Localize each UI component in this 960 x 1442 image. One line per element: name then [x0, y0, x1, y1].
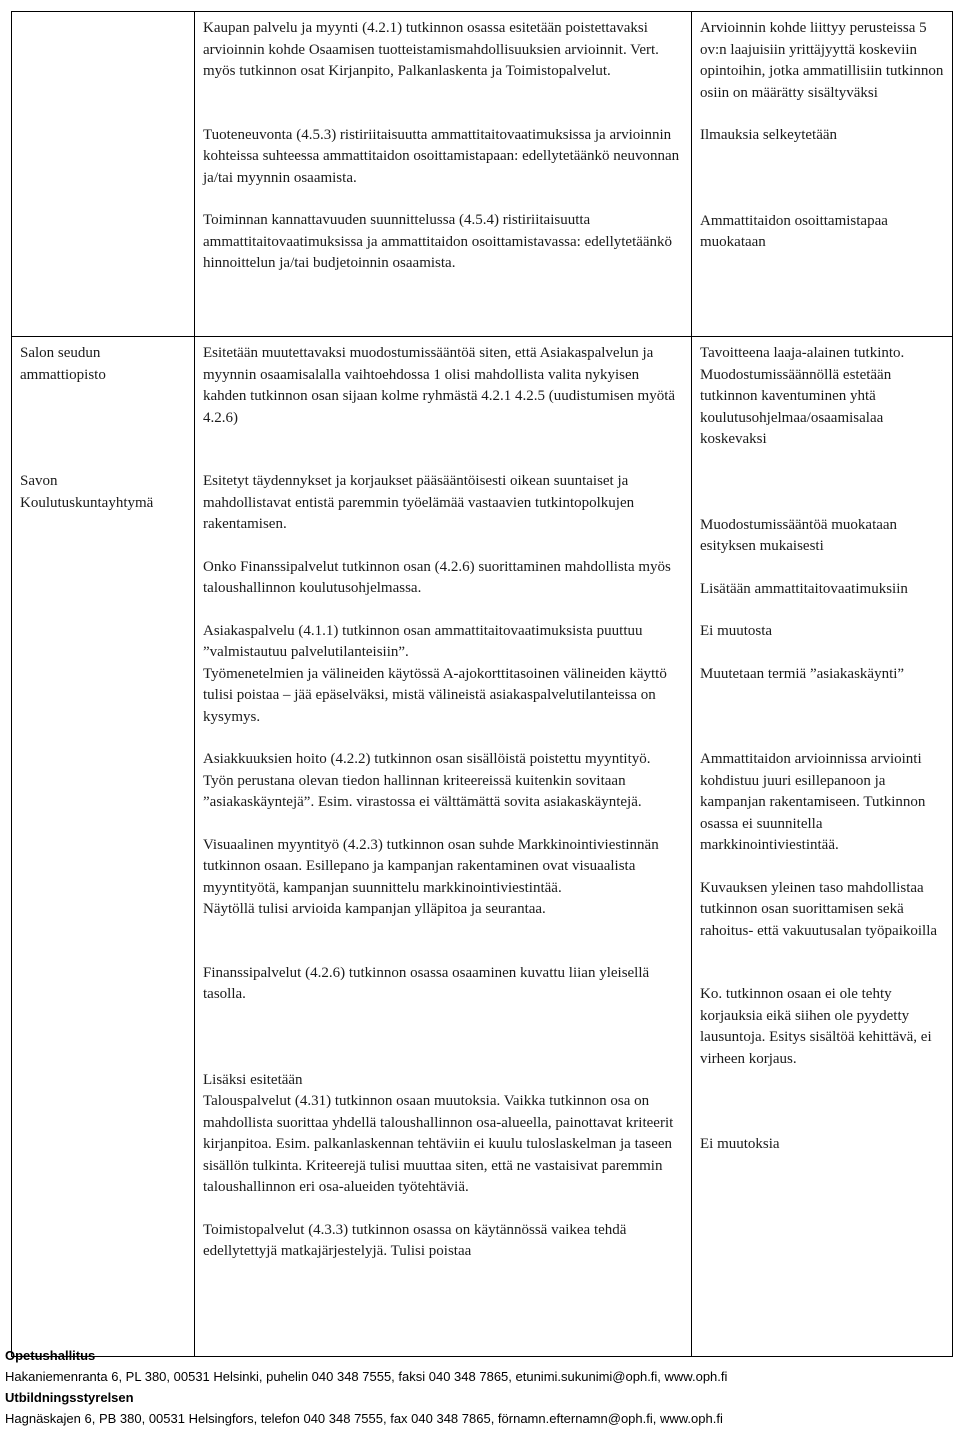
response-paragraph: Ei muutosta [700, 623, 773, 639]
comment-paragraph: Tuoteneuvonta (4.5.3) ristiriitaisuutta ammattitaitovaatimuksissa ja arvioinnin kohteissa suhteessa ammattitaidon osoittamistapaan: edellytetäänkö neuvonnan ja/tai myynnin osaamista. [203, 126, 680, 186]
comment-paragraph: Visuaalinen myyntityö (4.2.3) tutkinnon osan suhde Markkinointiviestinnän tutkinnon osaan. Esillepano ja kampanjan rakentaminen ovat visuaalista myyntityötä, kampanjan suunnittelu markkinointiviestintää. Näytöllä tulisi arvioida kampanjan ylläpitoa ja seurantaa. [203, 836, 659, 917]
comment-paragraph: Onko Finanssipalvelut tutkinnon osan (4.2.6) suorittaminen mahdollista myös taloushallinnon koulutusohjelmassa. [203, 558, 671, 596]
comment-paragraph: Toimistopalvelut (4.3.3) tutkinnon osassa on käytännössä vaikea tehdä edellytettyjä matkajärjestelyjä. Tulisi poistaa [203, 1221, 627, 1259]
footer-address-sv: Hagnäskajen 6, PB 380, 00531 Helsingfors, telefon 040 348 7555, fax 040 348 7865, förnamn.efternamn@oph.fi, www.oph.fi [5, 1411, 723, 1426]
comment-paragraph: Asiakaspalvelu (4.1.1) tutkinnon osan ammattitaitovaatimuksista puuttuu ”valmistautuu palvelutilanteisiin”. Työmenetelmien ja välineiden käytössä A-ajokorttitasoinen välineiden käyttö tulisi poistaa – jää epäselväksi, mistä välineistä asiakaspalvelutilanteissa on kysymys. [203, 622, 667, 725]
footer-org-fi: Opetushallitus [5, 1348, 96, 1363]
response-paragraph: Ammattitaidon arvioinnissa arviointi kohdistuu juuri esillepanoon ja kampanjan rakentamiseen. Tutkinnon osassa ei suunnitella markkinointiviestintää. [700, 751, 926, 853]
response-cell [692, 12, 953, 337]
response-paragraph: Muutetaan termiä ”asiakaskäynti” [700, 665, 905, 682]
comment-paragraph: Kaupan palvelu ja myynti (4.2.1) tutkinnon osassa esitetään poistettavaksi arvioinnin kohde Osaamisen tuotteistamismahdollisuuksien arvioinnit. Vert. myös tutkinnon osat Kirjanpito, Palkanlaskenta ja Toimistopalvelut. [203, 20, 659, 79]
response-paragraph: Ko. tutkinnon osaan ei ole tehty korjauksia eikä siihen ole pyydetty lausuntoja. Esitys sisältöä kehittävä, ei virheen korjaus. [700, 986, 932, 1067]
organization-cell [12, 12, 195, 337]
response-paragraph: Ilmauksia selkeytetään [700, 127, 838, 143]
comment-paragraph: Lisäksi esitetään Talouspalvelut (4.31) tutkinnon osaan muutoksia. Vaikka tutkinnon osa on mahdollista suorittaa yhdellä taloushallinnon osa-alueella, painottavat kriteerit kirjanpitoa. Esim. palkanlaskennan tehtäviin ei kuulu tuloslaskelman ja taseen sisällön tulkinta. Kriteerejä tulisi muuttaa siten, että ne vastaisivat paremmin taloushallinnon eri osa-alueiden työtehtäviä. [203, 1071, 674, 1195]
page-footer [5, 1345, 955, 1429]
comment-paragraph: Esitetyt täydennykset ja korjaukset pääsääntöisesti oikean suuntaiset ja mahdollistavat entistä paremmin työelämää vastaavien tutkintopolkujen rakentamisen. [203, 473, 635, 532]
response-cell [692, 337, 953, 1357]
response-paragraph: Kuvauksen yleinen taso mahdollistaa tutkinnon osan suorittamisen sekä rahoitus- että vakuutusalan työpaikoilla [700, 879, 938, 939]
organization-name: Salon seudun ammattiopisto [20, 345, 106, 383]
feedback-table [11, 11, 953, 1357]
comment-paragraph: Toiminnan kannattavuuden suunnittelussa (4.5.4) ristiriitaisuutta ammattitaitovaatimuksissa ja ammattitaidon osoittamistavassa: edellytetäänkö hinnoittelun ja/tai budjetoinnin osaamista. [203, 212, 673, 271]
table-row [12, 12, 953, 337]
comment-cell [195, 337, 692, 1357]
comment-cell [195, 12, 692, 337]
comment-paragraph: Finanssipalvelut (4.2.6) tutkinnon osassa osaaminen kuvattu liian yleisellä tasolla. [203, 964, 650, 1002]
comment-paragraph: Asiakkuuksien hoito (4.2.2) tutkinnon osan sisällöistä poistettu myyntityö. Työn perustana olevan tiedon hallinnan kriteereissä kuitenkin sovitaan ”asiakaskäyntejä”. Esim. virastossa ei välttämättä sovita asiakaskäyntejä. [203, 751, 651, 810]
organization-name: Savon Koulutuskuntayhtymä [20, 473, 154, 511]
footer-org-sv: Utbildningsstyrelsen [5, 1390, 134, 1405]
response-paragraph: Lisätään ammattitaitovaatimuksiin [700, 580, 908, 597]
table-row [12, 337, 953, 1357]
comment-paragraph: Esitetään muutettavaksi muodostumissääntöä siten, että Asiakaspalvelun ja myynnin osaamisalalla vaihtoehdossa 1 olisi mahdollista valita nykyisen kahden tutkinnon osan sijaan kolme ryhmästä 4.2.1 4.2.5 (uudistumisen myötä 4.2.6) [203, 345, 676, 426]
response-paragraph: Ei muutoksia [700, 1136, 780, 1152]
footer-address-fi: Hakaniemenranta 6, PL 380, 00531 Helsinki, puhelin 040 348 7555, faksi 040 348 7865, etunimi.sukunimi@oph.fi, www.oph.fi [5, 1369, 728, 1384]
response-paragraph: Tavoitteena laaja-alainen tutkinto. Muodostumissäännöllä estetään tutkinnon kaventuminen yhtä koulutusohjelmaa/osaamisalaa koskevaksi [700, 345, 905, 447]
organization-cell [12, 337, 195, 1357]
response-paragraph: Muodostumissääntöä muokataan esityksen mukaisesti [700, 516, 898, 554]
response-paragraph: Ammattitaidon osoittamistapaa muokataan [700, 212, 888, 250]
response-paragraph: Arvioinnin kohde liittyy perusteissa 5 ov:n laajuisiin yrittäjyyttä koskeviin opintoihin, jotka ammatillisiin tutkinnon osiin on määrätty sisältyväksi [700, 20, 944, 101]
